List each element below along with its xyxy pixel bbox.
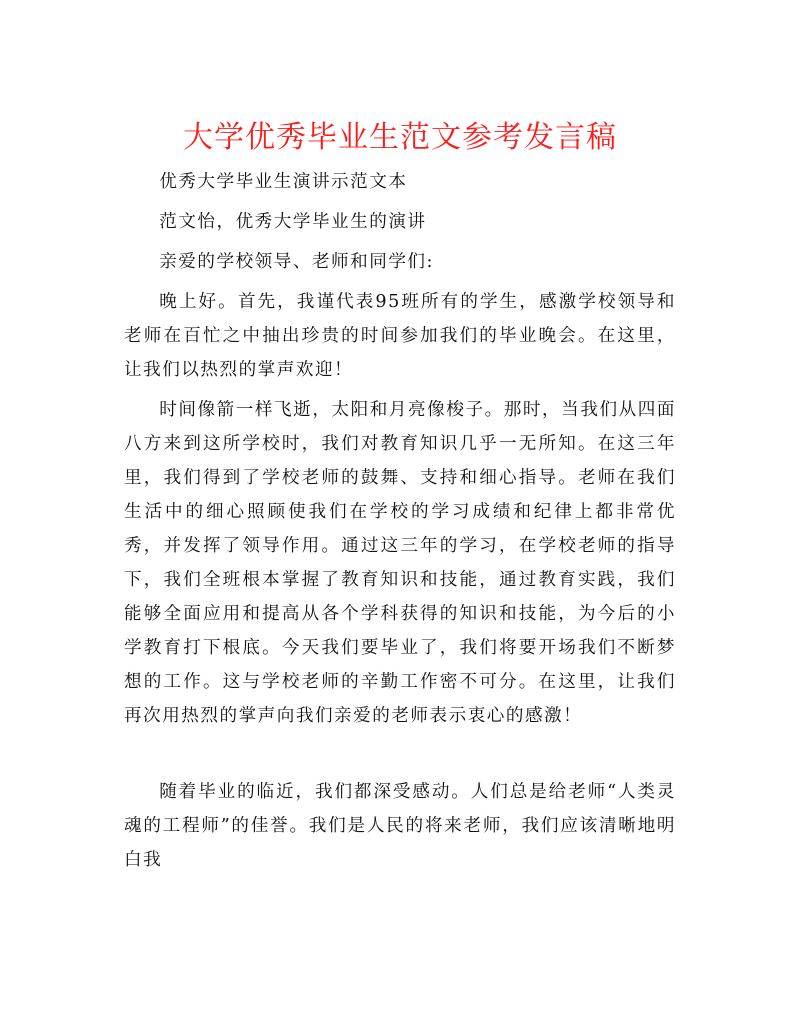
document-title: 大学优秀毕业生范文参考发言稿 [183,120,617,155]
paragraph-greeting: 晚上好。首先，我谨代表95班所有的学生，感激学校领导和老师在百忙之中抽出珍贵的时间参加我们的毕业晚会。在这里，让我们以热烈的掌声欢迎！ [124,292,676,380]
paragraph-gap [124,739,676,775]
paragraph-salutation: 亲爱的学校领导、老师和同学们: [159,252,434,272]
document-body [124,165,676,883]
paragraph-author-line: 范文怡，优秀大学毕业生的演讲 [159,212,427,232]
paragraph-main: 时间像箭一样飞逝，太阳和月亮像梭子。那时，当我们从四面八方来到这所学校时，我们对教育知识几乎一无所知。在这三年里，我们得到了学校老师的鼓舞、支持和细心指导。老师在我们生活中的细心照顾使我们在学校的学习成绩和纪律上都非常优秀，并发挥了领导作用。通过这三年的学习，在学校老师的指导下，我们全班根本掌握了教育知识和技能，通过教育实践，我们能够全面应用和提高从各个学科获得的知识和技能，为今后的小学教育打下根底。今天我们要毕业了，我们将要开场我们不断梦想的工作。这与学校老师的辛勤工作密不可分。在这里，让我们再次用热烈的掌声向我们亲爱的老师表示衷心的感激！ [124,400,676,726]
paragraph-subtitle: 优秀大学毕业生演讲示范文本 [159,172,408,192]
paragraph-graduation: 随着毕业的临近，我们都深受感动。人们总是给老师“人类灵魂的工程师”的佳誉。我们是人民的将来老师，我们应该清晰地明白我 [124,782,676,870]
